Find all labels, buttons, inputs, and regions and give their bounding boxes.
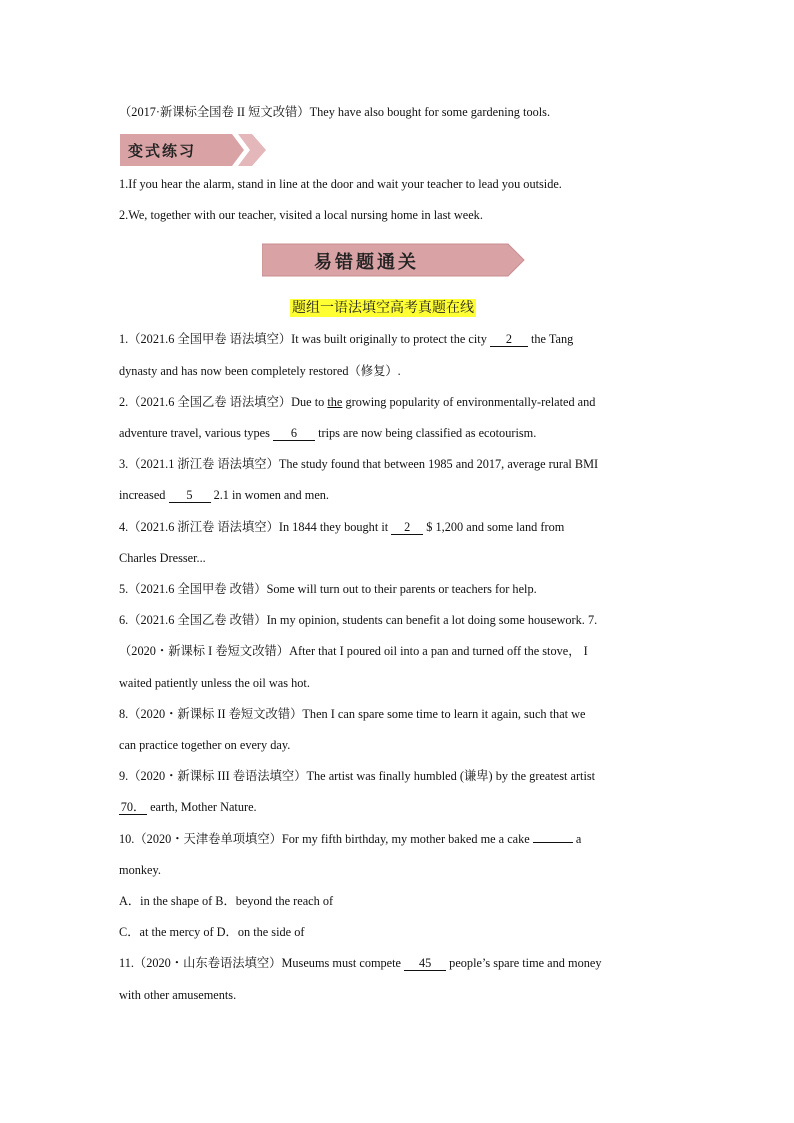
item-2-blank: 6 xyxy=(273,427,315,441)
item-1-text-end: the Tang xyxy=(527,332,574,346)
item-3-blank: 5 xyxy=(169,489,211,503)
item-3-text: increased xyxy=(119,488,169,502)
item-4-blank: 2 xyxy=(391,521,423,535)
item-7-line-2: waited patiently unless the oil was hot. xyxy=(119,676,310,690)
item-6-line: 6.（2021.6 全国乙卷 改错）In my opinion, students can benefit a lot doing some housework. 7. xyxy=(119,613,598,627)
practice-item-2: 2.We, together with our teacher, visited a local nursing home in last week. xyxy=(119,208,483,222)
item-1-line-2: dynasty and has now been completely restored（修复）. xyxy=(119,364,401,378)
error-banner xyxy=(262,242,526,278)
group-title: 题组一语法填空高考真题在线 xyxy=(292,300,474,316)
practice-item-1: 1.If you hear the alarm, stand in line at the door and wait your teacher to lead you outside. xyxy=(119,177,562,191)
intro-line xyxy=(119,104,675,120)
item-9-line-2 xyxy=(119,799,675,815)
item-4-line-2: Charles Dresser... xyxy=(119,551,206,565)
item-4-line-1 xyxy=(119,519,675,535)
item-4-text-end: $ 1,200 and some land from xyxy=(423,520,565,534)
item-2-line-1 xyxy=(119,394,675,410)
intro-text: They have also bought for some gardening tools. xyxy=(309,105,551,119)
item-7-line-1: （2020・新课标 I 卷短文改错）After that I poured oil into a pan and turned off the stove， I xyxy=(119,644,588,658)
error-banner-label: 易错题通关 xyxy=(314,252,419,273)
item-11-text-end: people’s spare time and money xyxy=(446,956,602,970)
item-11-text: 11.（2020・山东卷语法填空）Museums must compete xyxy=(119,956,405,970)
item-3-line-1: 3.（2021.1 浙江卷 语法填空）The study found that between 1985 and 2017, average rural BMI xyxy=(119,457,599,471)
item-9-text-end: earth, Mother Nature. xyxy=(147,800,257,814)
item-11-blank: 45 xyxy=(404,957,446,971)
item-9-line-1: 9.（2020・新课标 III 卷语法填空）The artist was finally humbled (谦卑) by the greatest artist xyxy=(119,769,596,783)
item-10-line-2: monkey. xyxy=(119,863,161,877)
item-10-blank xyxy=(533,842,573,843)
item-2-text-2-end: trips are now being classified as ecotourism. xyxy=(315,426,537,440)
item-1-text: 1.（2021.6 全国甲卷 语法填空）It was built originally to protect the city xyxy=(119,332,490,346)
item-11-line-2: with other amusements. xyxy=(119,988,237,1002)
practice-banner xyxy=(120,133,270,167)
intro-source: （2017·新课标全国卷 II 短文改错） xyxy=(119,105,310,119)
item-1-line-1 xyxy=(119,331,675,347)
item-10-text: 10.（2020・天津卷单项填空）For my fifth birthday, my mother baked me a cake xyxy=(119,832,533,846)
item-10-line-1 xyxy=(119,831,675,847)
item-10-options-1: A．in the shape of B．beyond the reach of xyxy=(119,894,334,908)
item-2-text-end: growing popularity of environmentally-related and xyxy=(342,395,596,409)
item-10-options-2: C．at the mercy of D．on the side of xyxy=(119,925,305,939)
item-8-line-2: can practice together on every day. xyxy=(119,738,291,752)
item-8-line-1: 8.（2020・新课标 II 卷短文改错）Then I can spare some time to learn it again, such that we xyxy=(119,707,586,721)
item-11-line-1 xyxy=(119,955,675,971)
item-2-line-2 xyxy=(119,425,675,441)
item-2-underlined: the xyxy=(327,395,343,409)
item-9-blank: 70． xyxy=(120,800,146,814)
item-3-text-end: 2.1 in women and men. xyxy=(210,488,330,502)
item-5-line: 5.（2021.6 全国甲卷 改错）Some will turn out to their parents or teachers for help. xyxy=(119,582,537,596)
practice-banner-label: 变式练习 xyxy=(128,142,197,160)
item-2-text: 2.（2021.6 全国乙卷 语法填空）Due to xyxy=(119,395,328,409)
item-4-text: 4.（2021.6 浙江卷 语法填空）In 1844 they bought it xyxy=(119,520,392,534)
item-10-text-end: a xyxy=(572,832,582,846)
item-1-blank: 2 xyxy=(490,333,528,347)
item-2-text-2: adventure travel, various types xyxy=(119,426,273,440)
item-3-line-2 xyxy=(119,487,675,503)
